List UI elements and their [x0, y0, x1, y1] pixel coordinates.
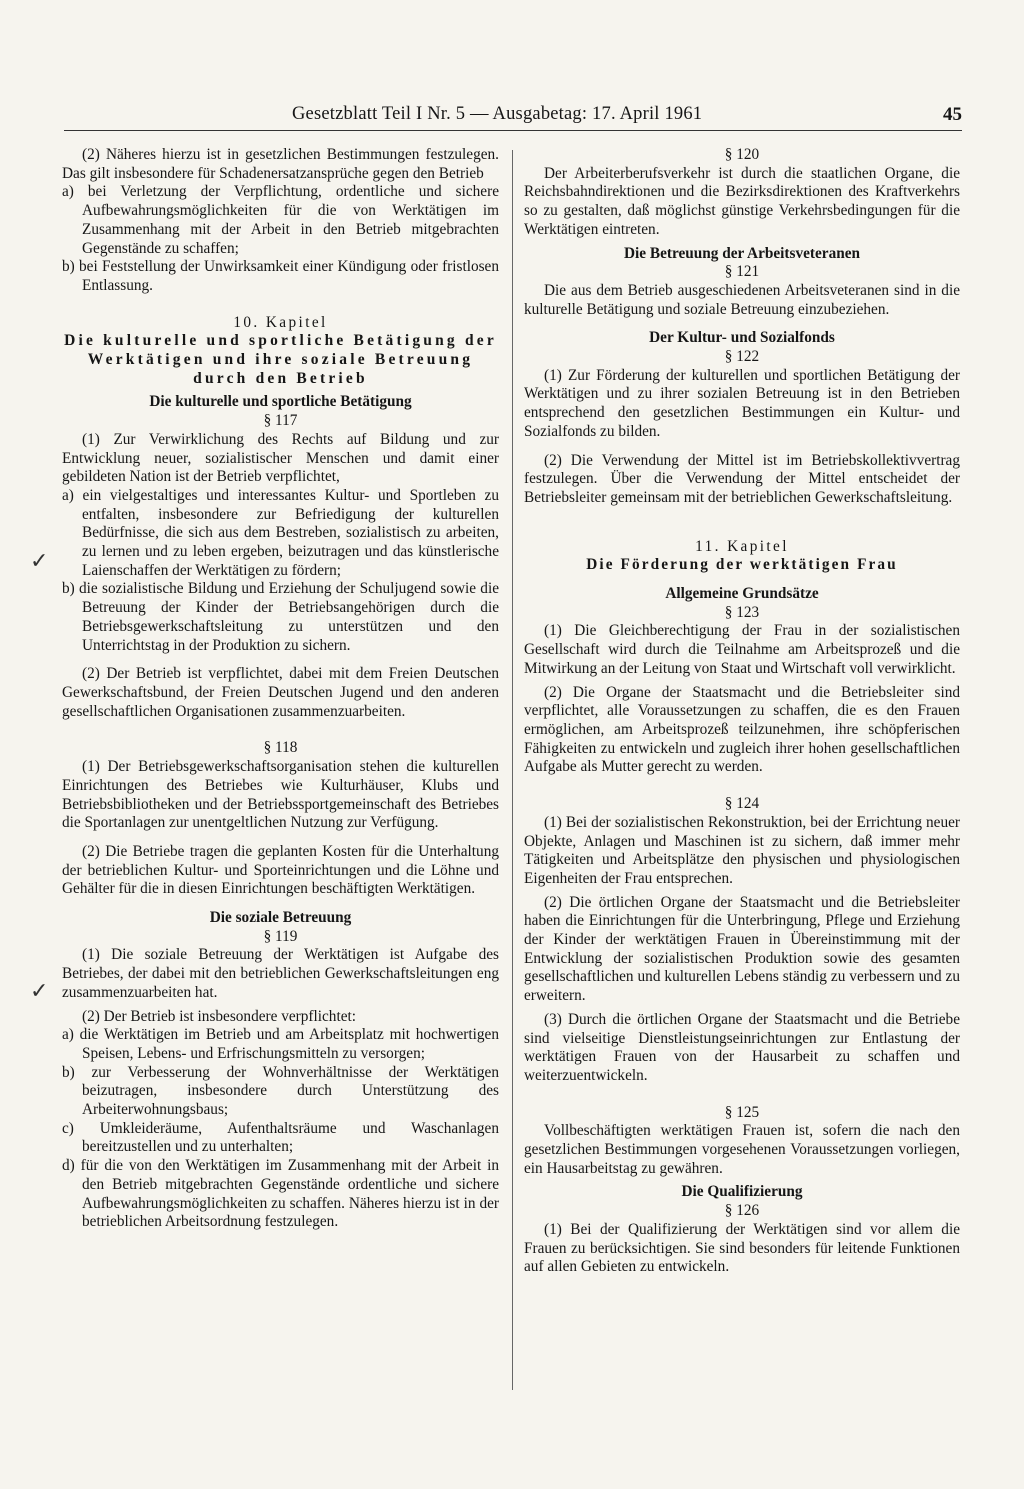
page-header: [60, 104, 964, 130]
paragraph: (1) Bei der sozialistischen Rekonstruktion, bei der Errichtung neuer Objekte, Anlagen und Maschinen ist zu sichern, daß immer mehr Tätigkeiten und Arbeitsplätze den physischen und physiologischen Eigenheiten der Frau entsprechen.: [524, 813, 960, 887]
chapter-title: Die Förderung der werktätigen Frau: [586, 556, 898, 574]
paragraph-number: § 124: [724, 795, 760, 813]
paragraph: (1) Der Betriebsgewerkschaftsorganisation stehen die kulturellen Einrichtungen des Betriebes wie Kulturhäuser, Klubs und Betriebsbibliotheken und der Betriebssportgemeinschaft des Betriebes die Sportanlagen zur unentgeltlichen Nutzung zur Verfügung.: [62, 758, 499, 832]
section-subheading: Die soziale Betreuung: [209, 909, 352, 927]
list-item: a) ein vielgestaltiges und interessantes Kultur- und Sportleben zu entfalten, insbesondere zur Befriedigung der kulturellen Bedürfnisse, die sich aus dem Bestreben, sozialistisch zu arbeiten, zu lernen und zu leben ergeben, beizutragen und das künstlerische Laienschaffen der Werktätigen zu fördern;: [62, 486, 499, 579]
chapter-heading: 10. Kapitel: [233, 313, 328, 331]
chapter-heading: 11. Kapitel: [695, 537, 789, 555]
margin-check-mark: ✓: [30, 548, 49, 573]
section-subheading: Die kulturelle und sportliche Betätigung: [149, 393, 412, 411]
chapter-title: Die kulturelle und sportliche Betätigung der Werktätigen und ihre soziale Betreuung durch den Betrieb: [64, 332, 497, 387]
section-subheading: Allgemeine Grundsätze: [665, 585, 819, 603]
paragraph-number: § 121: [724, 263, 760, 281]
column-divider: [512, 150, 513, 1390]
page-number: 45: [943, 104, 962, 125]
section-subheading: Der Kultur- und Sozialfonds: [649, 329, 835, 347]
paragraph: (1) Die Gleichberechtigung der Frau in der sozialistischen Gesellschaft wird durch die Teilnahme am Arbeitsprozeß und die Mitwirkung an der Leitung von Staat und Wirtschaft voll verwirklicht.: [524, 622, 960, 677]
paragraph: (2) Näheres hierzu ist in gesetzlichen Bestimmungen festzulegen. Das gilt insbesondere für Schadenersatzansprüche gegen den Betrieb: [62, 146, 499, 182]
list-item: b) die sozialistische Bildung und Erziehung der Schuljugend sowie die Betreuung der Kinder der Betriebsangehörigen durch die Betriebsgewerkschaftsleitung zu unterstützen und den Unterrichtstag in der Produktion zu sichern.: [62, 580, 499, 654]
paragraph: (2) Der Betrieb ist verpflichtet, dabei mit dem Freien Deutschen Gewerkschaftsbund, der Freien Deutschen Jugend und den anderen gesellschaftlichen Organisationen zusammenzuarbeiten.: [62, 665, 499, 720]
paragraph-number: § 123: [724, 603, 760, 621]
list-item: c) Umkleideräume, Aufenthaltsräume und Waschanlagen bereitzustellen und zu unterhalten;: [62, 1119, 499, 1156]
paragraph: (3) Durch die örtlichen Organe der Staatsmacht und die Betriebe sind vielseitige Dienstleistungseinrichtungen zur Entlastung der werktätigen Frauen von der Hausarbeit zu schaffen und weiterzuentwickeln.: [524, 1010, 960, 1084]
paragraph-number: § 120: [724, 146, 760, 163]
paragraph-number: § 122: [724, 348, 760, 366]
paragraph: Der Arbeiterberufsverkehr ist durch die staatlichen Organe, die Reichsbahndirektionen und die Bezirksdirektionen des Kraftverkehrs so zu gestalten, daß möglichst günstige Verkehrsbedingungen für die Werktätigen eintreten.: [524, 164, 960, 238]
list-item: a) die Werktätigen im Betrieb und am Arbeitsplatz mit hochwertigen Speisen, Lebens- und Erfrischungsmitteln zu versorgen;: [62, 1026, 499, 1062]
paragraph: Vollbeschäftigten werktätigen Frauen ist, sofern die nach den gesetzlichen Bestimmungen vorgesehenen Voraussetzungen vorliegen, ein Hausarbeitstag zu gewähren.: [524, 1122, 960, 1177]
left-column: [62, 146, 499, 1232]
paragraph-number: § 125: [724, 1103, 760, 1121]
paragraph: (2) Die Betriebe tragen die geplanten Kosten für die Unterhaltung der betrieblichen Kultur- und Sporteinrichtungen und die Löhne und Gehälter für die in diesen Einrichtungen beschäftigten Werktätigen.: [62, 842, 499, 898]
paragraph: (2) Die Organe der Staatsmacht und die Betriebsleiter sind verpflichtet, alle Voraussetzungen zu schaffen, die es den Frauen ermöglichen, am Arbeitsprozeß teilzunehmen, ihre schöpferischen Fähigkeiten zu entwickeln und zugleich ihrer hohen gesellschaftlichen Aufgabe als Mutter gerecht zu werden.: [524, 683, 960, 776]
section-subheading: Die Qualifizierung: [681, 1183, 803, 1201]
list-item: b) zur Verbesserung der Wohnverhältnisse der Werktätigen beizutragen, insbesondere durch Unterstützung des Arbeiterwohnungsbaus;: [62, 1063, 499, 1119]
paragraph-number: § 119: [263, 927, 298, 945]
paragraph: (1) Bei der Qualifizierung der Werktätigen sind vor allem die Frauen zu berücksichtigen. Sie sind besonders für leitende Funktionen auf allen Gebieten zu entwickeln.: [524, 1220, 960, 1276]
right-column: [524, 146, 960, 1277]
header-title: Gesetzblatt Teil I Nr. 5 — Ausgabetag: 17. April 1961: [292, 104, 703, 124]
paragraph: (2) Die örtlichen Organe der Staatsmacht und die Betriebsleiter haben die Einrichtungen für die Unterbringung, Pflege und Erziehung der Kinder der werktätigen Frauen in Übereinstimmung mit der Entwicklung der sozialistischen Produktion sowie des gesamten gesellschaftlichen und kulturellen Lebens ständig zu verbessern und zu erweitern.: [524, 893, 960, 1005]
paragraph: (1) Die soziale Betreuung der Werktätigen ist Aufgabe des Betriebes, der dabei mit den betrieblichen Gewerkschaftsleitungen eng zusammenzuarbeiten hat.: [62, 946, 499, 1001]
paragraph: (2) Der Betrieb ist insbesondere verpflichtet:: [82, 1007, 356, 1025]
paragraph: (2) Die Verwendung der Mittel ist im Betriebskollektivvertrag festzulegen. Über die Verwendung der Mittel entscheidet der Betriebsleiter gemeinsam mit der betrieblichen Gewerkschaftsleitung.: [524, 451, 960, 506]
list-item: d) für die von den Werktätigen im Zusammenhang mit der Arbeit in den Betrieb mitgebrachten Gegenstände ordentliche und sichere Aufbewahrungsmöglichkeiten zu schaffen. Näheres hierzu ist in der betrieblichen Arbeitsordnung festzulegen.: [62, 1157, 499, 1231]
paragraph: (1) Zur Förderung der kulturellen und sportlichen Betätigung der Werktätigen und zu ihrer sozialen Betreuung ist in den Betrieben entsprechend den gesetzlichen Bestimmungen ein Kultur- und Sozialfonds zu bilden.: [524, 366, 960, 440]
paragraph: (1) Zur Verwirklichung des Rechts auf Bildung und zur Entwicklung neuer, sozialistischer Menschen und damit einer gebildeten Nation ist der Betrieb verpflichtet,: [62, 430, 499, 486]
margin-check-mark: ✓: [30, 978, 49, 1003]
list-item: a) bei Verletzung der Verpflichtung, ordentliche und sichere Aufbewahrungsmöglichkeiten für die von Werktätigen im Zusammenhang mit der Arbeit in den Betrieb mitgebrachten Gegenstände zu schaffen;: [62, 183, 499, 257]
paragraph-number: § 126: [724, 1202, 760, 1220]
header-rule: [64, 130, 962, 131]
paragraph: Die aus dem Betrieb ausgeschiedenen Arbeitsveteranen sind in die kulturelle Betätigung und soziale Betreuung einzubeziehen.: [524, 281, 960, 318]
section-subheading: Die Betreuung der Arbeitsveteranen: [623, 244, 861, 262]
paragraph-number: § 118: [263, 739, 298, 757]
list-item: b) bei Feststellung der Unwirksamkeit einer Kündigung oder fristlosen Entlassung.: [62, 258, 499, 294]
paragraph-number: § 117: [263, 412, 298, 430]
